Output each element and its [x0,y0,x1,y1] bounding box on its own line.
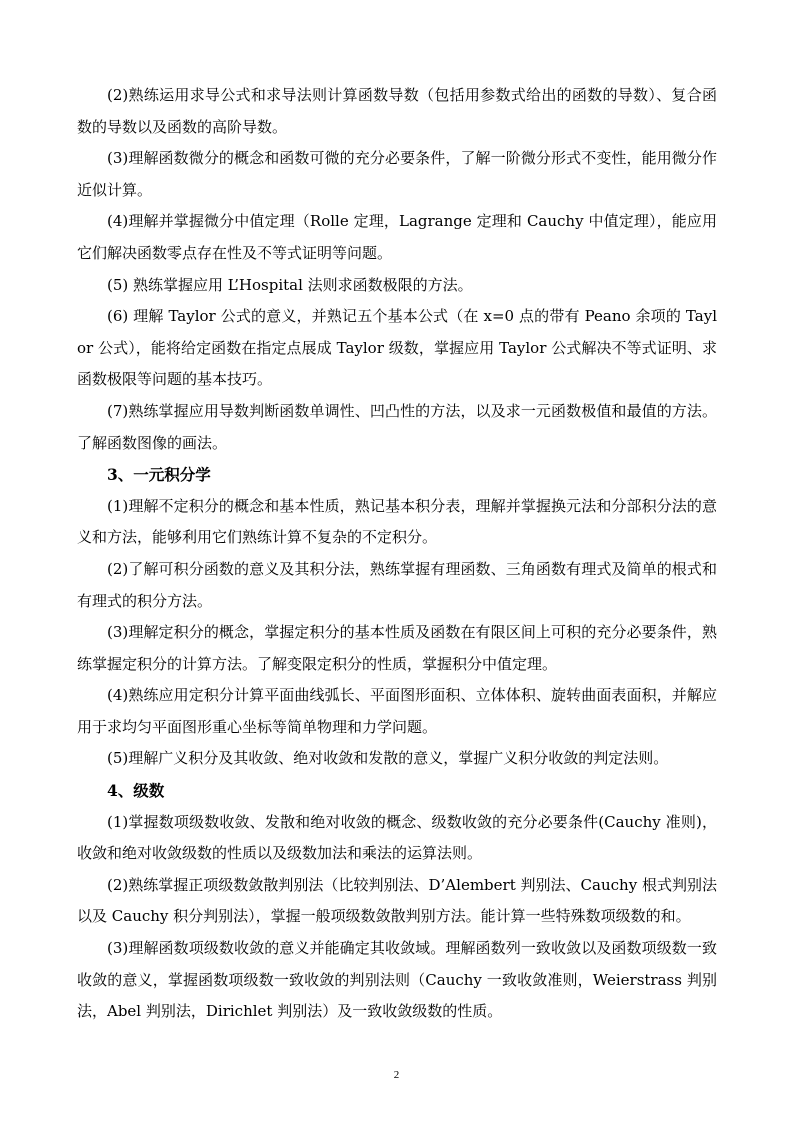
page-number: 2 [393,1069,400,1081]
paragraph-integrable-functions: (2)了解可积分函数的意义及其积分法，熟练掌握有理函数、三角函数有理式及简单的根式和有理式的积分方法。 [77,559,717,610]
paragraph-integral-applications: (4)熟练应用定积分计算平面曲线弧长、平面图形面积、立体体积、旋转曲面表面积，并解应用于求均匀平面图形重心坐标等简单物理和力学问题。 [77,686,717,736]
paragraph-improper-integral: (5)理解广义积分及其收敛、绝对收敛和发散的意义，掌握广义积分收敛的判定法则。 [107,749,669,768]
paragraph-differential: (3)理解函数微分的概念和函数可微的充分必要条件，了解一阶微分形式不变性，能用微分作近似计算。 [77,149,717,199]
paragraph-taylor: (6) 理解 Taylor 公式的意义，并熟记五个基本公式（在 x=0 点的带有 Peano 余项的 Taylor 公式），能将给定函数在指定点展成 Taylor 级数，掌握应用 Taylor 公式解决不等式证明、求函数极限等问题的基本技巧。 [77,307,717,389]
paragraph-indefinite-integral: (1)理解不定积分的概念和基本性质，熟记基本积分表，理解并掌握换元法和分部积分法的意义和方法，能够利用它们熟练计算不复杂的不定积分。 [77,496,717,547]
section-heading-series: 4、级数 [107,781,165,801]
paragraph-series-convergence: (1)掌握数项级数收敛、发散和绝对收敛的概念、级数收敛的充分必要条件(Cauchy 准则)，收敛和绝对收敛级数的性质以及级数加法和乘法的运算法则。 [77,812,717,863]
document-page [77,80,717,1028]
paragraph-derivative-rules: (2)熟练运用求导公式和求导法则计算函数导数（包括用参数式给出的函数的导数）、复合函数的导数以及函数的高阶导数。 [77,86,717,136]
paragraph-positive-series: (2)熟练掌握正项级数敛散判别法（比较判别法、D’Alembert 判别法、Cauchy 根式判别法以及 Cauchy 积分判别法），掌握一般项级数敛散判别方法。能计算一些特殊数项级数的和。 [77,875,717,926]
paragraph-mean-value-theorem: (4)理解并掌握微分中值定理（Rolle 定理，Lagrange 定理和 Cauchy 中值定理），能应用它们解决函数零点存在性及不等式证明等问题。 [77,212,717,262]
paragraph-definite-integral: (3)理解定积分的概念，掌握定积分的基本性质及函数在有限区间上可积的充分必要条件，熟练掌握定积分的计算方法。了解变限定积分的性质，掌握积分中值定理。 [77,623,717,673]
paragraph-monotonicity: (7)熟练掌握应用导数判断函数单调性、凹凸性的方法，以及求一元函数极值和最值的方法。了解函数图像的画法。 [77,401,717,452]
paragraph-lhospital: (5) 熟练掌握应用 L’Hospital 法则求函数极限的方法。 [107,275,473,294]
paragraph-function-series: (3)理解函数项级数收敛的意义并能确定其收敛域。理解函数列一致收敛以及函数项级数一致收敛的意义，掌握函数项级数一致收敛的判别法则（Cauchy 一致收敛准则，Weierstrass 判别法，Abel 判别法，Dirichlet 判别法）及一致收敛级数的性质。 [77,939,717,1021]
section-heading-integral: 3、一元积分学 [107,465,211,485]
